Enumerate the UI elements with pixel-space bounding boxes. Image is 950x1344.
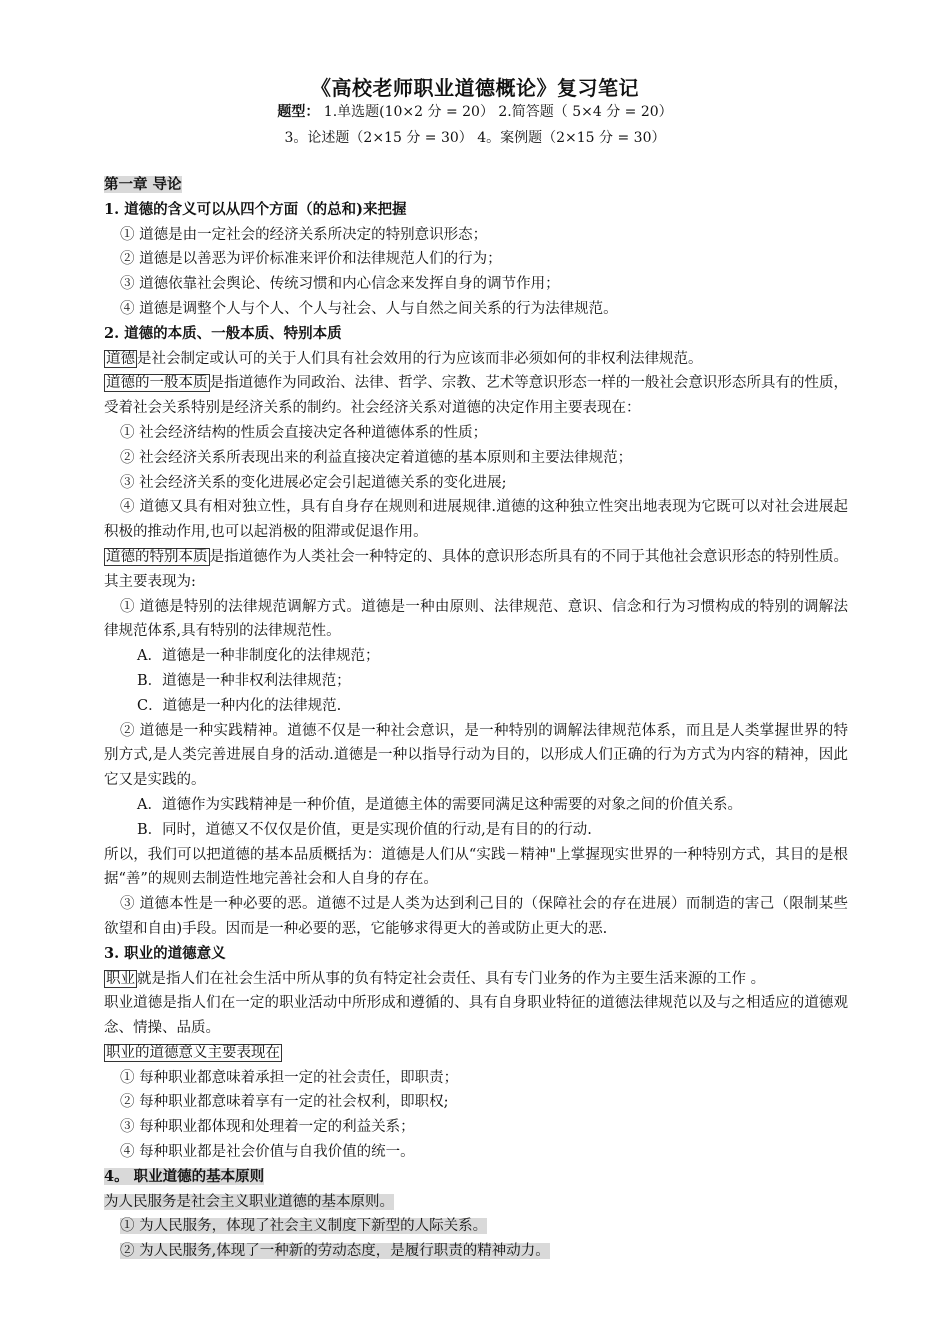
chapter-heading: 第一章 导论 (104, 176, 182, 193)
list-item: ④ 每种职业都是社会价值与自我价值的统一。 (120, 1144, 415, 1161)
principle-line: 为人民服务是社会主义职业道德的基本原则。 (104, 1193, 394, 1210)
list-item: ② 每种职业都意味着享有一定的社会权利，即职权; (120, 1094, 449, 1111)
boxed-term: 道德 (106, 350, 135, 367)
general-essence-paragraph: 道德的一般本质 是指道德作为同政治、法律、哲学、宗教、艺术等意识形态一样的一般社会意识形态所具有的性质，受着社会关系特别是经济关系的制约。社会经济关系对道德的决定作用主要表现在： (104, 375, 849, 417)
sub-item: A．道德作为实践精神是一种价值，是道德主体的需要同满足这种需要的对象之间的价值关系。 (137, 796, 742, 813)
sub-item: B．同时，道德又不仅仅是价值，更是实现价值的行动,是有目的的行动. (137, 821, 592, 838)
list-item: ① 每种职业都意味着承担一定的社会责任，即职责； (120, 1069, 459, 1086)
list-item: ④ 道德是调整个人与个人、个人与社会、人与自然之间关系的行为法律规范。 (120, 300, 618, 317)
sub-item: B．道德是一种非权利法律规范； (137, 672, 351, 689)
list-item: ② 社会经济关系所表现出来的利益直接决定着道德的基本原则和主要法律规范； (120, 449, 633, 466)
section-3-heading: 3. 职业的道德意义 (104, 944, 226, 962)
exam-types-label: 题型： (277, 104, 320, 120)
summary-paragraph: 所以，我们可以把道德的基本品质概括为：道德是人们从“实践－精神"上掌握现实世界的一种特别方式，其目的是根据“善”的规则去制造性地完善社会和人自身的存在。 (104, 846, 848, 888)
boxed-term: 道德的一般本质 (106, 375, 208, 392)
special-point-3: ③ 道德本性是一种必要的恶。道德不过是人类为达到利己目的（保障社会的存在进展）而制造的害己（限制某些欲望和自由)手段。因而是一种必要的恶，它能够求得更大的善或防止更大的恶. (104, 896, 848, 937)
section-4-heading: 4。 职业道德的基本原则 (104, 1167, 265, 1185)
list-item: ③ 道德依靠社会舆论、传统习惯和内心信念来发挥自身的调节作用； (120, 276, 560, 293)
list-item: ② 为人民服务,体现了一种新的劳动态度，是履行职责的精神动力。 (120, 1243, 550, 1260)
section-1-heading: 1. 道德的含义可以从四个方面（的总和)来把握 (104, 200, 407, 218)
special-point-1: ① 道德是特别的法律规范调解方式。道德是一种由原则、法律规范、意识、信念和行为习惯构成的特别的调解法律规范体系,具有特别的法律规范性。 (104, 598, 848, 640)
special-point-2: ② 道德是一种实践精神。道德不仅是一种社会意识，是一种特别的调解法律规范体系，而且是人类掌握世界的特别方式,是人类完善进展自身的活动.道德是一种以指导行动为目的，以形成人们正确的行为方式为内容的精神，因此它又是实践的。 (104, 722, 848, 789)
meaning-heading (104, 1041, 848, 1066)
list-item: ① 为人民服务，体现了社会主义制度下新型的人际关系。 (120, 1218, 488, 1235)
list-item: ③ 每种职业都体现和处理着一定的利益关系； (120, 1119, 415, 1136)
sub-item: C．道德是一种内化的法律规范. (137, 697, 342, 714)
professional-ethics-definition: 职业道德是指人们在一定的职业活动中所形成和遵循的、具有自身职业特征的道德法律规范以及与之相适应的道德观念、情操、品质。 (104, 995, 848, 1037)
boxed-term: 职业 (106, 970, 135, 987)
morality-definition: 道德 是社会制定或认可的关于人们具有社会效用的行为应该而非必须如何的非权利法律规范。 (106, 350, 703, 367)
exam-types-line-2: 3。论述题（2×15 分 = 30） 4。案例题（2×15 分 = 30） (284, 130, 666, 146)
exam-types-line-1 (0, 100, 950, 124)
list-item: ③ 社会经济关系的变化进展必定会引起道德关系的变化进展; (120, 474, 507, 491)
list-item: ② 道德是以善恶为评价标准来评价和法律规范人们的行为； (120, 251, 502, 268)
list-item: ① 道德是由一定社会的经济关系所决定的特别意识形态； (120, 226, 488, 243)
exam-types-text-1: 1.单选题(10×2 分 = 20） 2.简答题（ 5×4 分 = 20） (323, 104, 673, 120)
page-title: 《高校老师职业道德概论》复习笔记 (311, 76, 639, 100)
section-2-heading: 2. 道德的本质、一般本质、特别本质 (104, 324, 342, 342)
list-item: ④ 道德又具有相对独立性，具有自身存在规则和进展规律.道德的这种独立性突出地表现为它既可以对社会进展起积极的推动作用,也可以起消极的阻滞或促退作用。 (104, 499, 848, 541)
sub-item: A．道德是一种非制度化的法律规范； (137, 648, 380, 665)
special-essence-paragraph: 道德的特别本质 是指道德作为人类社会一种特定的、具体的意识形态所具有的不同于其他社会意识形态的特别性质。其主要表现为: (104, 548, 849, 590)
list-item: ① 社会经济结构的性质会直接决定各种道德体系的性质； (120, 424, 488, 441)
boxed-term: 道德的特别本质 (106, 548, 208, 565)
notes-body (104, 173, 848, 1264)
boxed-term: 职业的道德意义主要表现在 (106, 1044, 280, 1061)
job-definition: 职业 就是指人们在社会生活中所从事的负有特定社会责任、具有专门业务的作为主要生活来源的工作 。 (106, 970, 766, 987)
